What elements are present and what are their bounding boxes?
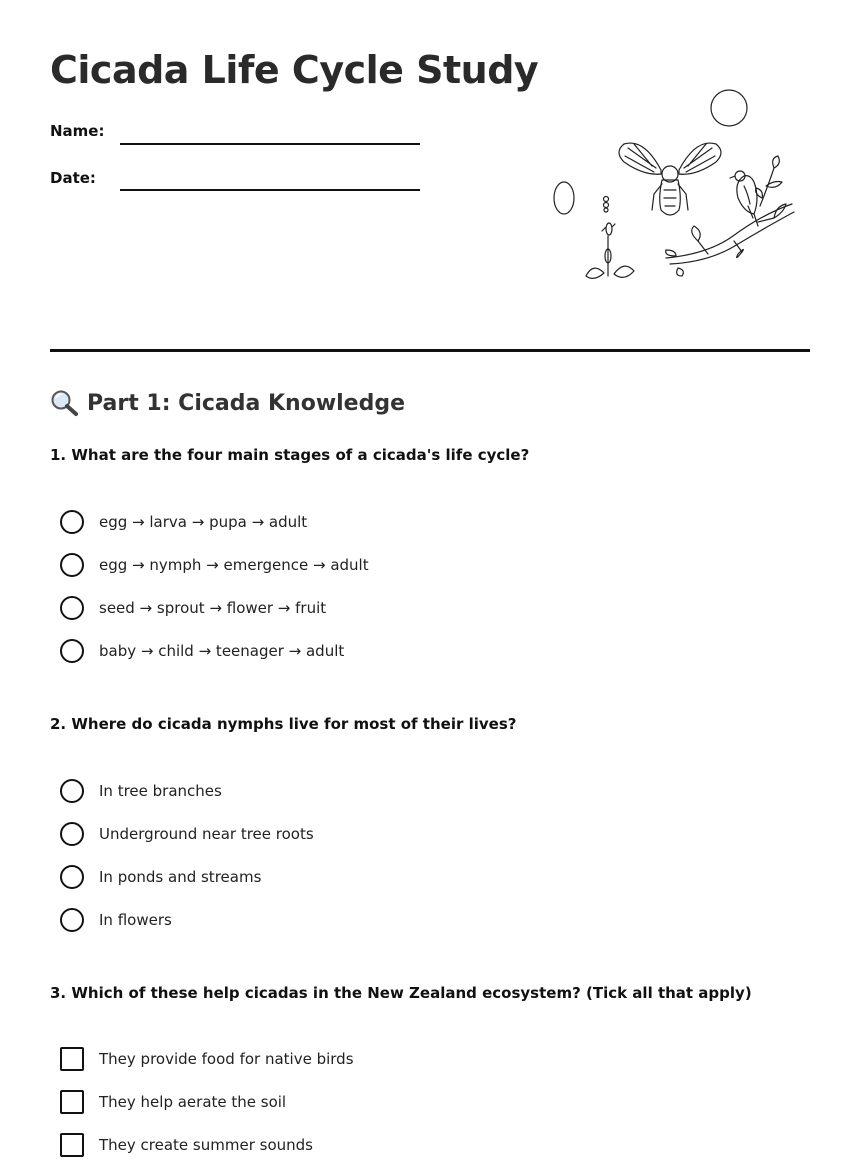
egg-icon — [554, 182, 574, 214]
radio-button[interactable] — [60, 553, 84, 577]
small-nymph-icon — [604, 197, 609, 213]
question-2-text: 2. Where do cicada nymphs live for most of their lives? — [50, 715, 517, 733]
question-2-option-3[interactable] — [60, 855, 314, 898]
option-label: They create summer sounds — [99, 1135, 313, 1154]
branch-icon — [666, 204, 794, 276]
option-label: baby → child → teenager → adult — [99, 641, 345, 660]
question-2-options — [60, 769, 314, 941]
question-1-option-2[interactable] — [60, 543, 369, 586]
name-line[interactable] — [120, 143, 420, 145]
radio-button[interactable] — [60, 510, 84, 534]
sun-icon — [711, 90, 747, 126]
checkbox[interactable] — [60, 1090, 84, 1114]
worksheet-title: Cicada Life Cycle Study — [50, 48, 539, 92]
date-label: Date: — [50, 169, 96, 187]
option-label: In ponds and streams — [99, 867, 262, 886]
option-label: In flowers — [99, 910, 172, 929]
radio-button[interactable] — [60, 822, 84, 846]
question-3-option-1[interactable] — [60, 1037, 354, 1080]
twig-leaves-icon — [756, 156, 782, 206]
option-label: They help aerate the soil — [99, 1092, 287, 1111]
question-3-option-3[interactable] — [60, 1123, 354, 1166]
question-1-options — [60, 500, 369, 672]
section-heading — [50, 389, 405, 417]
radio-button[interactable] — [60, 596, 84, 620]
option-label: egg → larva → pupa → adult — [99, 512, 308, 531]
radio-button[interactable] — [60, 865, 84, 889]
option-label: They provide food for native birds — [99, 1049, 354, 1068]
cicada-life-cycle-illustration — [548, 86, 798, 286]
question-3-text: 3. Which of these help cicadas in the New Zealand ecosystem? (Tick all that apply) — [50, 984, 752, 1002]
option-label: egg → nymph → emergence → adult — [99, 555, 369, 574]
option-label: In tree branches — [99, 781, 222, 800]
checkbox[interactable] — [60, 1047, 84, 1071]
option-label: Underground near tree roots — [99, 824, 314, 843]
name-label: Name: — [50, 122, 105, 140]
radio-button[interactable] — [60, 908, 84, 932]
sprout-icon — [586, 266, 634, 278]
radio-button[interactable] — [60, 779, 84, 803]
question-1-option-3[interactable] — [60, 586, 369, 629]
question-3-options — [60, 1037, 354, 1166]
question-2-option-2[interactable] — [60, 812, 314, 855]
section-heading-text: Part 1: Cicada Knowledge — [87, 390, 406, 416]
radio-button[interactable] — [60, 639, 84, 663]
question-1-option-1[interactable] — [60, 500, 369, 543]
question-1-option-4[interactable] — [60, 629, 369, 672]
question-1-text: 1. What are the four main stages of a cicada's life cycle? — [50, 446, 530, 464]
option-label: seed → sprout → flower → fruit — [99, 598, 327, 617]
bird-icon — [730, 171, 758, 226]
question-3-option-2[interactable] — [60, 1080, 354, 1123]
nymph-on-stem-icon — [602, 223, 615, 276]
checkbox[interactable] — [60, 1133, 84, 1157]
magnifying-glass-icon — [50, 389, 80, 417]
adult-cicada-icon — [619, 143, 721, 215]
date-line[interactable] — [120, 189, 420, 191]
section-divider — [50, 349, 810, 352]
question-2-option-4[interactable] — [60, 898, 314, 941]
question-2-option-1[interactable] — [60, 769, 314, 812]
